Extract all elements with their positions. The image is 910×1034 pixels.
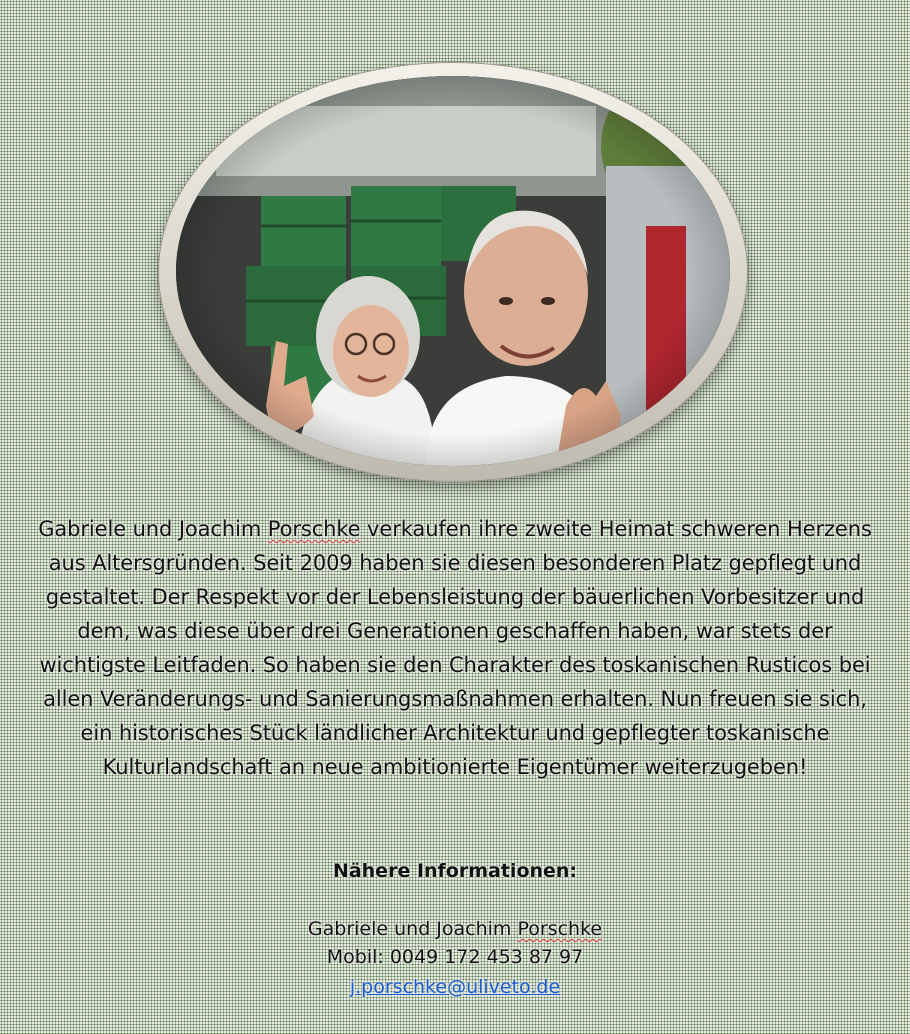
- contact-name: [0, 918, 910, 940]
- intro-text: verkaufen ihre zweite Heimat schweren Herzens aus Altersgründen. Seit 2009 haben sie diesen besonderen Platz gepflegt und gestaltet. Der Respekt vor der Lebensleistung der bäuerlichen Vorbesitzer und dem, was diese über drei Generationen geschaffen haben, war stets der wichtigste Leitfaden. So haben sie den Charakter des toskanischen Rusticos bei allen Veränderungs- und Sanierungsmaßnahmen erhalten. Nun freuen sie sich, ein historisches Stück ländlicher Architektur und gepflegter toskanische Kulturlandschaft an neue ambitionierte Eigentümer weiterzugeben!: [39, 517, 872, 779]
- portrait-photo: [176, 76, 730, 466]
- intro-lead-names: Gabriele und Joachim: [38, 517, 268, 541]
- contact-email: [0, 976, 910, 998]
- contact-heading: Nähere Informationen:: [332, 860, 578, 882]
- contact-phone: Mobil: 0049 172 453 87 97: [326, 946, 584, 968]
- oval-photo-frame: [158, 62, 748, 482]
- intro-lead-surname: Porschke: [267, 517, 361, 541]
- intro-paragraph: [24, 512, 886, 784]
- photo-illustration: [176, 76, 730, 466]
- contact-names: Gabriele und Joachim: [307, 918, 518, 940]
- contact-surname: Porschke: [517, 918, 603, 940]
- email-link[interactable]: j.porschke@uliveto.de: [349, 976, 561, 998]
